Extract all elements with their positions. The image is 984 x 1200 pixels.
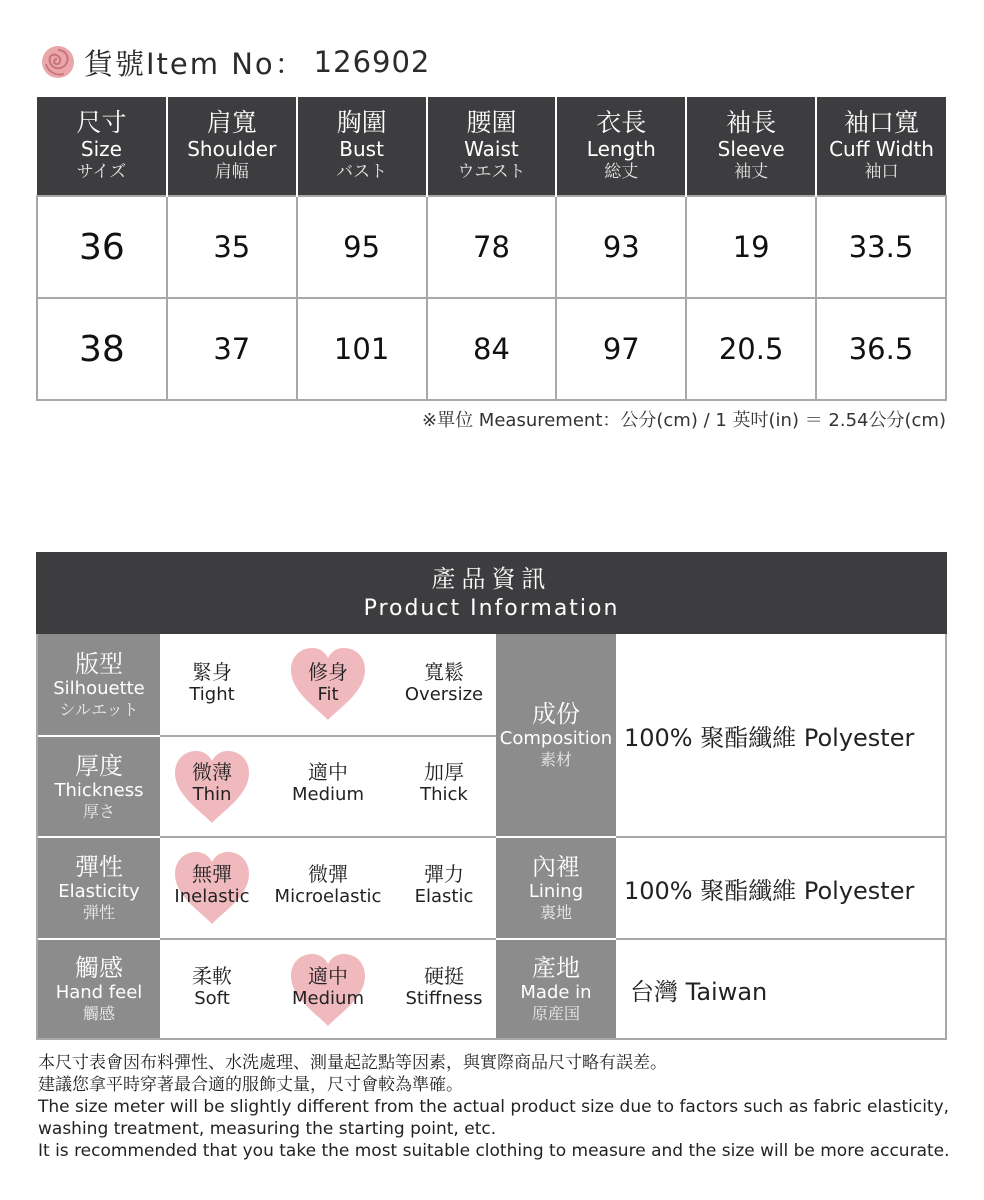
table-cell: 97 — [556, 298, 686, 400]
product-info-panel — [36, 552, 947, 1040]
size-table-header-row — [37, 97, 946, 196]
elasticity-option-inelastic: 無彈 Inelastic — [174, 862, 250, 907]
table-cell: 101 — [297, 298, 427, 400]
table-cell: 20.5 — [686, 298, 816, 400]
footer-note-line: 本尺寸表會因布料彈性、水洗處理、測量起訖點等因素，與實際商品尺寸略有誤差。 — [38, 1053, 667, 1073]
table-cell: 19 — [686, 196, 816, 298]
rose-icon — [40, 44, 76, 80]
product-info-grid — [36, 634, 947, 1040]
thickness-option-thin: 微薄 Thin — [192, 760, 232, 805]
column-header-bust: 胸圍 Bust バスト — [297, 97, 427, 196]
thickness-option-medium: 適中 Medium — [292, 760, 364, 805]
item-number-label: 貨號Item No： — [84, 46, 306, 81]
silhouette-option-fit: 修身 Fit — [308, 660, 348, 705]
table-row — [37, 196, 946, 298]
divider — [160, 836, 496, 838]
thickness-option-thick: 加厚 Thick — [420, 760, 468, 805]
made-in-label: 產地 Made in 原産国 — [496, 940, 616, 1038]
lining-value: 100% 聚酯纖維 Polyester — [624, 876, 915, 905]
footer-note-line: washing treatment, measuring the starting point, etc. — [38, 1119, 497, 1139]
measurement-note: ※單位 Measurement：公分(cm) / 1 英吋(in) ＝ 2.54公分(cm) — [422, 410, 946, 431]
elasticity-option-elastic: 彈力 Elastic — [414, 862, 474, 907]
composition-label: 成份 Composition 素材 — [496, 634, 616, 836]
product-info-title-zh: 產品資訊 — [431, 565, 552, 593]
silhouette-label: 版型 Silhouette シルエット — [38, 634, 160, 735]
column-header-waist: 腰圍 Waist ウエスト — [427, 97, 557, 196]
table-cell: 78 — [427, 196, 557, 298]
table-cell: 33.5 — [816, 196, 946, 298]
silhouette-option-oversize: 寬鬆 Oversize — [404, 660, 484, 705]
elasticity-label: 彈性 Elasticity 弾性 — [38, 838, 160, 938]
product-info-header — [36, 552, 947, 634]
table-row — [37, 298, 946, 400]
hand-feel-option-stiffness: 硬挺 Stiffness — [405, 964, 483, 1009]
hand-feel-label: 觸感 Hand feel 觸感 — [38, 940, 160, 1038]
silhouette-option-tight: 緊身 Tight — [189, 660, 235, 705]
product-info-title-en: Product Information — [363, 596, 620, 621]
table-cell-size: 36 — [37, 196, 167, 298]
item-header — [40, 42, 430, 82]
column-header-size: 尺寸 Size サイズ — [37, 97, 167, 196]
column-header-shoulder: 肩寬 Shoulder 肩幅 — [167, 97, 297, 196]
table-cell: 84 — [427, 298, 557, 400]
footer-note-line: 建議您拿平時穿著最合適的服飾丈量，尺寸會較為準確。 — [38, 1075, 463, 1095]
footer-note-line: It is recommended that you take the most suitable clothing to measure and the size will be more accurate. — [38, 1141, 950, 1161]
divider — [160, 938, 496, 940]
hand-feel-option-soft: 柔軟 Soft — [192, 964, 232, 1009]
divider — [160, 735, 496, 737]
made-in-value: 台灣 Taiwan — [630, 977, 768, 1006]
table-cell: 35 — [167, 196, 297, 298]
elasticity-option-microelastic: 微彈 Microelastic — [274, 862, 382, 907]
column-header-cuff-width: 袖口寬 Cuff Width 袖口 — [816, 97, 946, 196]
table-cell: 93 — [556, 196, 686, 298]
table-cell: 95 — [297, 196, 427, 298]
item-number-value: 126902 — [313, 45, 431, 79]
table-cell: 37 — [167, 298, 297, 400]
hand-feel-option-medium: 適中 Medium — [292, 964, 364, 1009]
lining-label: 內裡 Lining 裏地 — [496, 838, 616, 938]
table-cell-size: 38 — [37, 298, 167, 400]
column-header-length: 衣長 Length 総丈 — [556, 97, 686, 196]
column-header-sleeve: 袖長 Sleeve 袖丈 — [686, 97, 816, 196]
table-cell: 36.5 — [816, 298, 946, 400]
footer-note-line: The size meter will be slightly different from the actual product size due to factors such as fabric elasticity, — [38, 1097, 950, 1117]
footer-notes — [38, 1052, 958, 1162]
composition-value: 100% 聚酯纖維 Polyester — [624, 723, 915, 752]
thickness-label: 厚度 Thickness 厚さ — [38, 737, 160, 836]
size-table — [36, 97, 947, 401]
